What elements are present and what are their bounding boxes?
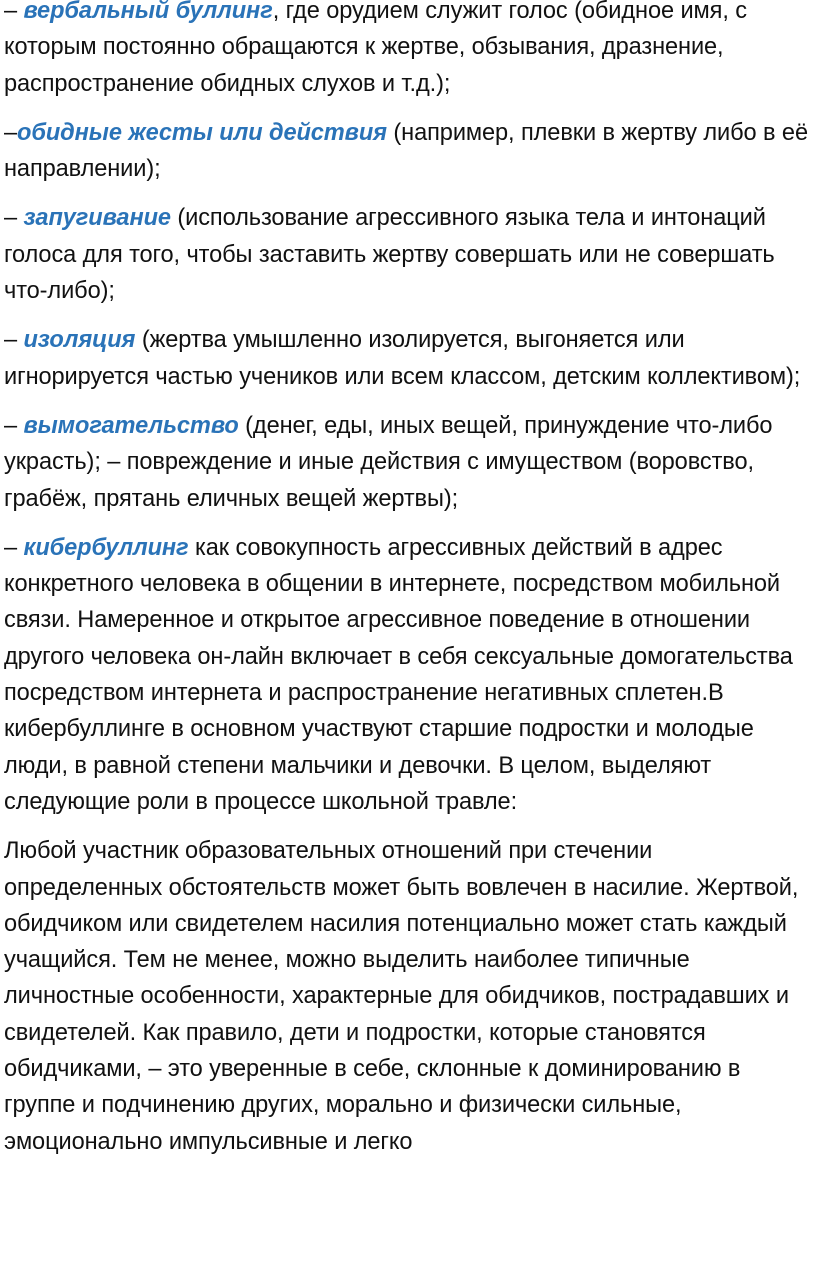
item-description: (например, плевки в жертву либо в её направлении); xyxy=(4,119,808,183)
list-dash: – xyxy=(4,0,24,24)
item-description: (жертва умышленно изолируется, выгоняется или игнорируется частью учеников или всем классом, детским коллективом); xyxy=(4,327,801,390)
term-intimidation: запугивание xyxy=(23,205,171,232)
list-dash: – xyxy=(4,119,18,146)
item-description: (денег, еды, иных вещей, принуждение что-либо украсть); – повреждение и иные действия с имуществом (воровство, грабёж, прятань еличных вещей жертвы); xyxy=(4,412,773,512)
term-offensive-gestures: обидные жесты или действия xyxy=(17,119,387,146)
item-description: (использование агрессивного языка тела и интонаций голоса для того, чтобы заставить жертву совершать или не совершать что-либо); xyxy=(4,205,775,305)
list-dash: – xyxy=(4,412,24,439)
list-item-isolation xyxy=(4,322,816,395)
list-dash: – xyxy=(4,534,24,561)
list-item-intimidation xyxy=(4,200,816,309)
list-item-cyberbullying xyxy=(4,530,816,820)
term-extortion: вымогательство xyxy=(23,412,239,439)
term-isolation: изоляция xyxy=(23,327,136,354)
list-item-offensive-gestures xyxy=(4,115,816,188)
term-verbal-bullying: вербальный буллинг xyxy=(23,0,273,24)
list-dash: – xyxy=(4,205,24,232)
term-cyberbullying: кибербуллинг xyxy=(23,534,189,561)
list-dash: – xyxy=(4,327,24,354)
list-item-extortion xyxy=(4,408,816,517)
list-item-verbal-bullying xyxy=(4,0,816,102)
closing-paragraph: Любой участник образовательных отношений при стечении определенных обстоятельств может быть вовлечен в насилие. Жертвой, обидчиком или свидетелем насилия потенциально может стать каждый учащийся. Тем не менее, можно выделить наиболее типичные личностные особенности, характерные для обидчиков, пострадавших и свидетелей. Как правило, дети и подростки, которые становятся обидчиками, – это уверенные в себе, склонные к доминированию в группе и подчинению других, морально и физически сильные, эмоционально импульсивные и легко xyxy=(4,838,799,1155)
item-description: как совокупность агрессивных действий в адрес конкретного человека в общении в интернете, посредством мобильной связи. Намеренное и открытое агрессивное поведение в отношении другого человека он-лайн включает в себя сексуальные домогательства посредством интернета и распространение негативных сплетен.В кибербуллинге в основном участвуют старшие подростки и молодые люди, в равной степени мальчики и девочки. В целом, выделяют следующие роли в процессе школьной травле: xyxy=(4,534,793,815)
item-description: , где орудием служит голос (обидное имя, с которым постоянно обращаются к жертве, обзывания, дразнение, распространение обидных слухов и т.д.); xyxy=(4,0,747,97)
